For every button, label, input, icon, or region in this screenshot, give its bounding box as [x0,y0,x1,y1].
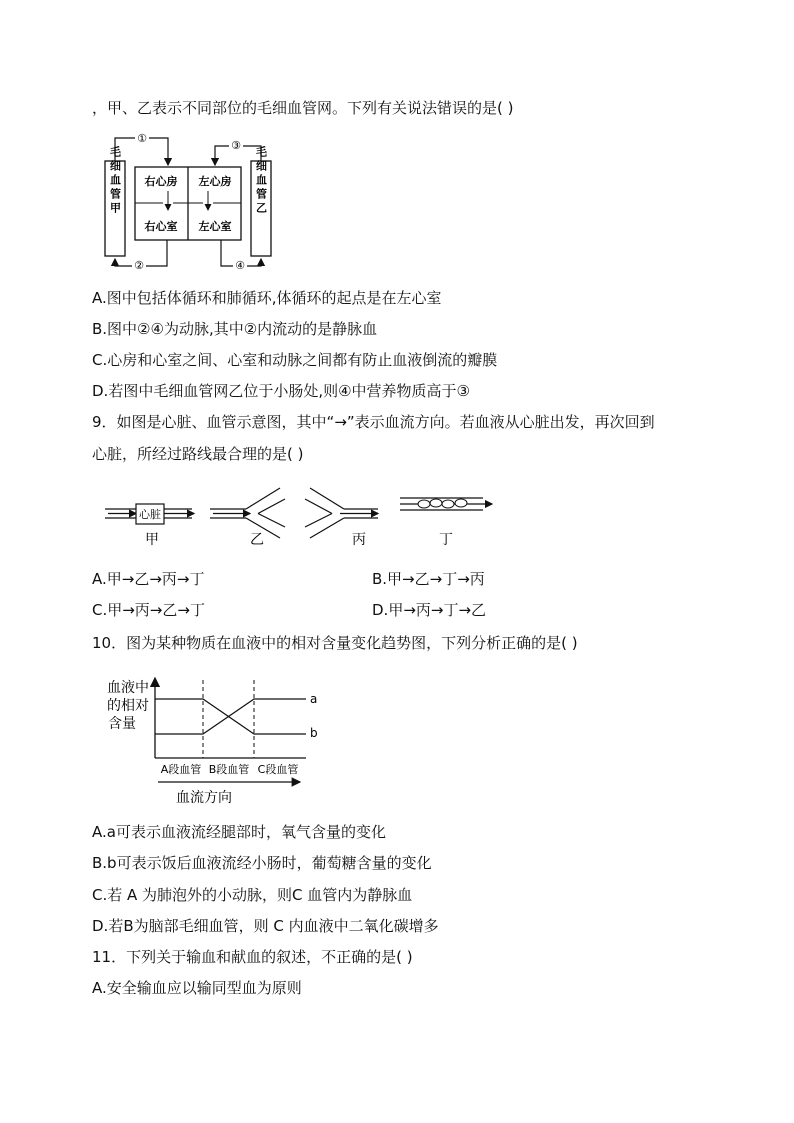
left-atrium-label: 左心房 [198,175,232,188]
q10-stem: 10．图为某种物质在血液中的相对含量变化趋势图，下列分析正确的是( ) [92,634,578,652]
line-a-label: a [310,692,318,706]
right-atrium-label: 右心房 [144,175,178,188]
capillary-jia-label: 毛细血管甲 [108,146,122,216]
label-jia: 甲 [145,532,159,548]
label-4: ④ [235,259,245,272]
q8-stem: ，甲、乙表示不同部位的毛细血管网。下列有关说法错误的是( ) [92,99,514,117]
q9-option-d: D.甲→丙→丁→乙 [372,601,487,619]
ylabel-line3: 含量 [108,716,136,732]
figure-ding [400,498,492,510]
label-3: ③ [231,139,241,152]
label-2: ② [134,259,144,272]
figure-jia [105,504,194,524]
q10-option-a: A.a可表示血液流经腿部时，氧气含量的变化 [92,823,386,841]
line-b-label: b [310,726,318,740]
q8-option-d: D.若图中毛细血管网乙位于小肠处,则④中营养物质高于③ [92,382,470,400]
vessel-diagram [100,482,500,552]
label-1: ① [137,132,147,145]
q9-option-a: A.甲→乙→丙→丁 [92,570,205,588]
q8-option-a: A.图中包括体循环和肺循环,体循环的起点是在左心室 [92,289,442,307]
xlabel: 血流方向 [176,790,232,806]
capillary-yi-label: 毛细血管乙 [254,146,268,216]
right-ventricle-label: 右心室 [144,220,178,233]
label-yi: 乙 [250,532,264,548]
ylabel-line2: 的相对 [107,698,149,714]
label-bing: 丙 [352,532,366,548]
q9-option-c: C.甲→丙→乙→丁 [92,601,205,619]
line-b-path [155,699,306,734]
q9-stem-line1: 9．如图是心脏、血管示意图，其中“→”表示血流方向。若血液从心脏出发，再次回到 [92,413,655,431]
ylabel-line1: 血液中 [107,680,149,696]
left-ventricle-label: 左心室 [198,220,232,233]
q9-stem-line2: 心脏，所经过路线最合理的是( ) [92,445,304,463]
figure-bing [305,488,378,538]
q10-option-b: B.b可表示饭后血液流经小肠时，葡萄糖含量的变化 [92,854,432,872]
label-ding: 丁 [439,532,453,548]
q8-option-b: B.图中②④为动脉,其中②内流动的是静脉血 [92,320,378,338]
segment-c-label: C段血管 [257,763,299,776]
heart-circulation-diagram [95,128,285,274]
segment-b-label: B段血管 [208,763,250,776]
q10-option-d: D.若B为脑部毛细血管，则 C 内血液中二氧化碳增多 [92,917,439,935]
content-trend-chart [100,670,340,810]
q11-stem: 11．下列关于输血和献血的叙述，不正确的是( ) [92,948,413,966]
q9-option-b: B.甲→乙→丁→丙 [372,570,485,588]
q10-option-c: C.若 A 为肺泡外的小动脉，则C 血管内为静脉血 [92,886,413,904]
line-a-path [155,699,306,734]
q11-option-a: A.安全输血应以输同型血为原则 [92,979,302,997]
heart-label: 心脏 [139,508,161,521]
figure-yi [210,488,285,538]
segment-a-label: A段血管 [160,763,202,776]
q8-option-c: C.心房和心室之间、心室和动脉之间都有防止血液倒流的瓣膜 [92,351,498,369]
